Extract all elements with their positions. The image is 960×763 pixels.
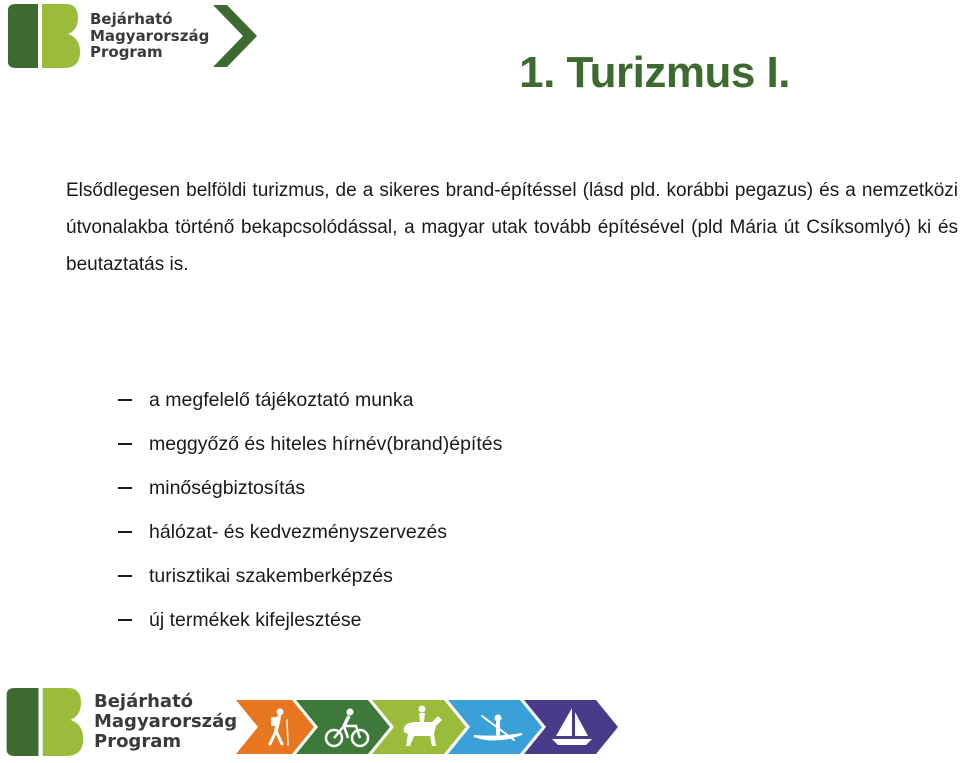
intro-paragraph: Elsődlegesen belföldi turizmus, de a sikeres brand-építéssel (lásd pld. korábbi pegazus) és a nemzetközi útvonalakba történő bekapcsolódással, a magyar utak tovább építésével (pld Mária út Csíksomlyó) ki és beutaztatás is. (66, 180, 958, 275)
brand-line-1: Bejárható (90, 9, 173, 28)
dash-icon (118, 531, 132, 533)
list-item: minőségbiztosítás (118, 466, 502, 510)
list-item: új termékek kifejlesztése (118, 598, 502, 642)
list-item: a megfelelő tájékoztató munka (118, 378, 502, 422)
dash-icon (118, 443, 132, 445)
logo-mark-icon (8, 4, 84, 68)
activity-strip (236, 700, 620, 754)
brand-line-1: Bejárható (94, 690, 194, 712)
brand-name (94, 692, 237, 752)
dash-icon (118, 619, 132, 621)
dash-icon (118, 487, 132, 489)
list-item: meggyőző és hiteles hírnév(brand)építés (118, 422, 502, 466)
brand-line-2: Magyarország (94, 710, 238, 732)
list-item: hálózat- és kedvezményszervezés (118, 510, 502, 554)
dash-icon (118, 575, 132, 577)
brand-line-2: Magyarország (90, 26, 210, 45)
list-item: turisztikai szakemberképzés (118, 554, 502, 598)
brand-logo-top (8, 4, 257, 68)
brand-line-3: Program (90, 43, 163, 62)
brand-logo-bottom (6, 688, 237, 756)
bullet-list (118, 378, 502, 642)
brand-line-3: Program (94, 731, 182, 753)
brand-name (90, 11, 209, 61)
logo-mark-icon (6, 688, 88, 756)
page-title: 1. Turizmus I. (519, 48, 790, 97)
dash-icon (118, 399, 132, 401)
chevron-arrow-icon (213, 5, 257, 67)
